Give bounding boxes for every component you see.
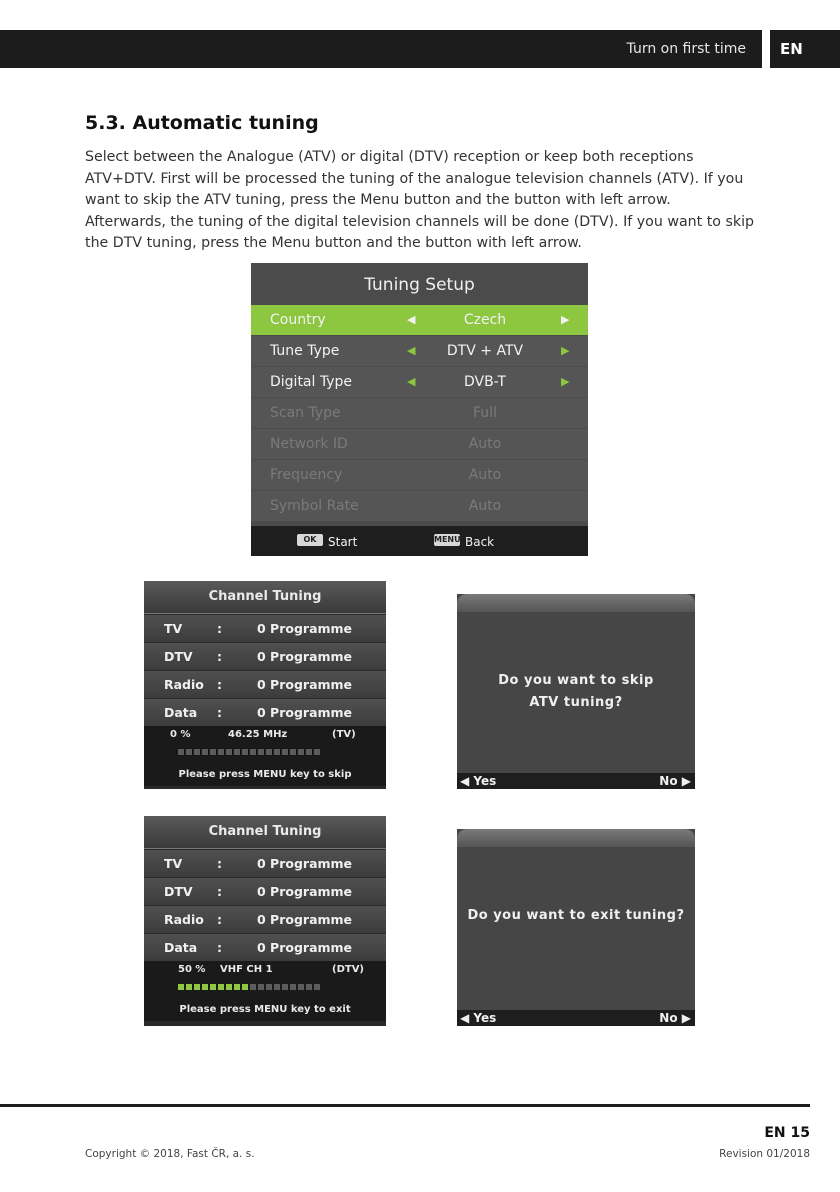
page-number: EN 15 [764,1125,810,1141]
setting-value: Czech [463,312,507,328]
channel-type: Data [164,940,198,955]
progress-segment [218,749,224,755]
right-arrow-icon[interactable]: ▶ [561,313,570,326]
channel-type: TV [164,621,183,636]
setting-value: Full [473,405,497,421]
channel-count: 0 Programme [257,621,353,636]
dialog-question: Do you want to skip ATV tuning? [498,673,654,710]
setting-label: Network ID [270,436,348,452]
setting-row-symbol-rate [251,491,588,521]
progress-segment [250,749,256,755]
progress-segment [290,749,296,755]
setting-value: DTV + ATV [446,343,524,359]
channel-type: Data [164,705,198,720]
no-button[interactable]: No ▶ [659,774,691,788]
channel-count: 0 Programme [257,705,353,720]
progress-segment [306,984,312,990]
progress-segment [226,984,232,990]
progress-segment [282,984,288,990]
progress-segment [290,984,296,990]
dialog-buttons [457,773,695,789]
copyright: Copyright © 2018, Fast ČR, a. s. [85,1148,255,1160]
setting-label: Symbol Rate [270,498,359,514]
tuning-channel: VHF CH 1 [220,964,273,975]
progress-segment [186,749,192,755]
separator: : [217,940,222,955]
progress-segment [298,749,304,755]
tuning-setup-footer [251,526,588,556]
left-arrow-icon[interactable]: ◀ [407,375,416,388]
separator: : [217,677,222,692]
channel-type: DTV [164,884,193,899]
tuning-setup-screen [251,263,588,556]
channel-tuning-atv-screen [144,581,386,789]
setting-value: Auto [468,498,502,514]
channel-type: Radio [164,912,204,927]
channel-count: 0 Programme [257,677,353,692]
tuning-setup-title: Tuning Setup [364,275,475,295]
progress-segment [218,984,224,990]
separator: : [217,912,222,927]
right-arrow-icon[interactable]: ▶ [561,344,570,357]
progress-segment [178,984,184,990]
progress-segment [306,749,312,755]
progress-segment [314,749,320,755]
progress-segment [202,749,208,755]
ok-key-icon[interactable]: OK [297,534,323,546]
tuning-status-area [144,961,386,1021]
setting-value: DVB-T [463,374,507,390]
back-label: Back [465,535,495,549]
exit-hint: Please press MENU key to exit [179,1004,351,1015]
section-title: 5.3. Automatic tuning [85,112,319,134]
channel-tuning-dtv-screen [144,816,386,1026]
channel-count-row [144,934,386,961]
channel-count: 0 Programme [257,649,353,664]
tuning-mode: (DTV) [332,964,365,975]
start-label: Start [328,535,358,549]
header-section-title: Turn on first time [626,41,746,57]
progress-segment [242,984,248,990]
dialog-header [457,594,695,612]
channel-type: Radio [164,677,204,692]
progress-segment [202,984,208,990]
setting-row-digital-type[interactable] [251,367,588,397]
progress-segment [266,749,272,755]
progress-segment [178,749,184,755]
setting-label: Scan Type [270,405,341,421]
channel-tuning-title: Channel Tuning [144,816,386,849]
setting-value: Auto [468,436,502,452]
tuning-status-area [144,726,386,786]
progress-segment [210,749,216,755]
channel-type: DTV [164,649,193,664]
yes-button[interactable]: ◀ Yes [460,1011,497,1025]
channel-count: 0 Programme [257,940,353,955]
setting-label: Tune Type [270,343,340,359]
setting-row-scan-type [251,398,588,428]
channel-tuning-title: Channel Tuning [144,581,386,614]
channel-count: 0 Programme [257,912,353,927]
intro-paragraph: Select between the Analogue (ATV) or digital (DTV) reception or keep both receptions ATV+DTV. First will be processed the tuning of the analogue television channels (ATV). If you want to skip the ATV tuning, press the Menu button and the button with left arrow. Afterwards, the tuning of the digital television channels will be done (DTV). If you want to skip the DTV tuning, press the Menu button and the button with left arrow. [85,149,755,252]
tuning-frequency: 46.25 MHz [228,729,288,740]
tuning-mode: (TV) [332,729,356,740]
progress-segment [250,984,256,990]
dialog-buttons [457,1010,695,1026]
language-badge: EN [770,30,840,68]
progress-percent: 0 % [170,729,191,740]
progress-segment [210,984,216,990]
channel-count-row [144,643,386,670]
channel-count-row [144,906,386,933]
dialog-question: Do you want to exit tuning? [467,908,685,923]
menu-key-icon[interactable]: MENU [434,535,461,544]
setting-row-country[interactable] [251,305,588,335]
progress-percent: 50 % [178,964,206,975]
progress-segment [274,749,280,755]
channel-count-row [144,878,386,905]
channel-type: TV [164,856,183,871]
no-button[interactable]: No ▶ [659,1011,691,1025]
setting-label: Frequency [270,467,343,483]
setting-row-network-id [251,429,588,459]
progress-segment [298,984,304,990]
channel-count-row [144,850,386,877]
progress-bar [178,984,320,990]
exit-tuning-dialog [457,829,695,1026]
progress-segment [258,749,264,755]
channel-count-row [144,699,386,726]
setting-value: Auto [468,467,502,483]
progress-segment [234,984,240,990]
skip-atv-dialog [457,594,695,789]
progress-segment [226,749,232,755]
progress-segment [258,984,264,990]
left-arrow-icon[interactable]: ◀ [407,313,416,326]
dialog-header [457,829,695,847]
setting-row-frequency [251,460,588,490]
progress-segment [194,984,200,990]
separator: : [217,884,222,899]
progress-segment [234,749,240,755]
channel-count-row [144,615,386,642]
progress-segment [242,749,248,755]
header-bar [0,30,762,68]
separator: : [217,649,222,664]
progress-segment [314,984,320,990]
left-arrow-icon[interactable]: ◀ [407,344,416,357]
progress-segment [186,984,192,990]
channel-count-row [144,671,386,698]
channel-count: 0 Programme [257,884,353,899]
right-arrow-icon[interactable]: ▶ [561,375,570,388]
setting-label: Digital Type [270,374,353,390]
skip-hint: Please press MENU key to skip [178,769,352,780]
revision: Revision 01/2018 [719,1148,810,1160]
progress-segment [194,749,200,755]
progress-segment [266,984,272,990]
channel-count: 0 Programme [257,856,353,871]
progress-segment [282,749,288,755]
separator: : [217,856,222,871]
progress-bar [178,749,320,755]
setting-label: Country [270,312,326,328]
separator: : [217,705,222,720]
separator: : [217,621,222,636]
footer-divider [0,1104,810,1107]
progress-segment [274,984,280,990]
setting-row-tune-type[interactable] [251,336,588,366]
yes-button[interactable]: ◀ Yes [460,774,497,788]
